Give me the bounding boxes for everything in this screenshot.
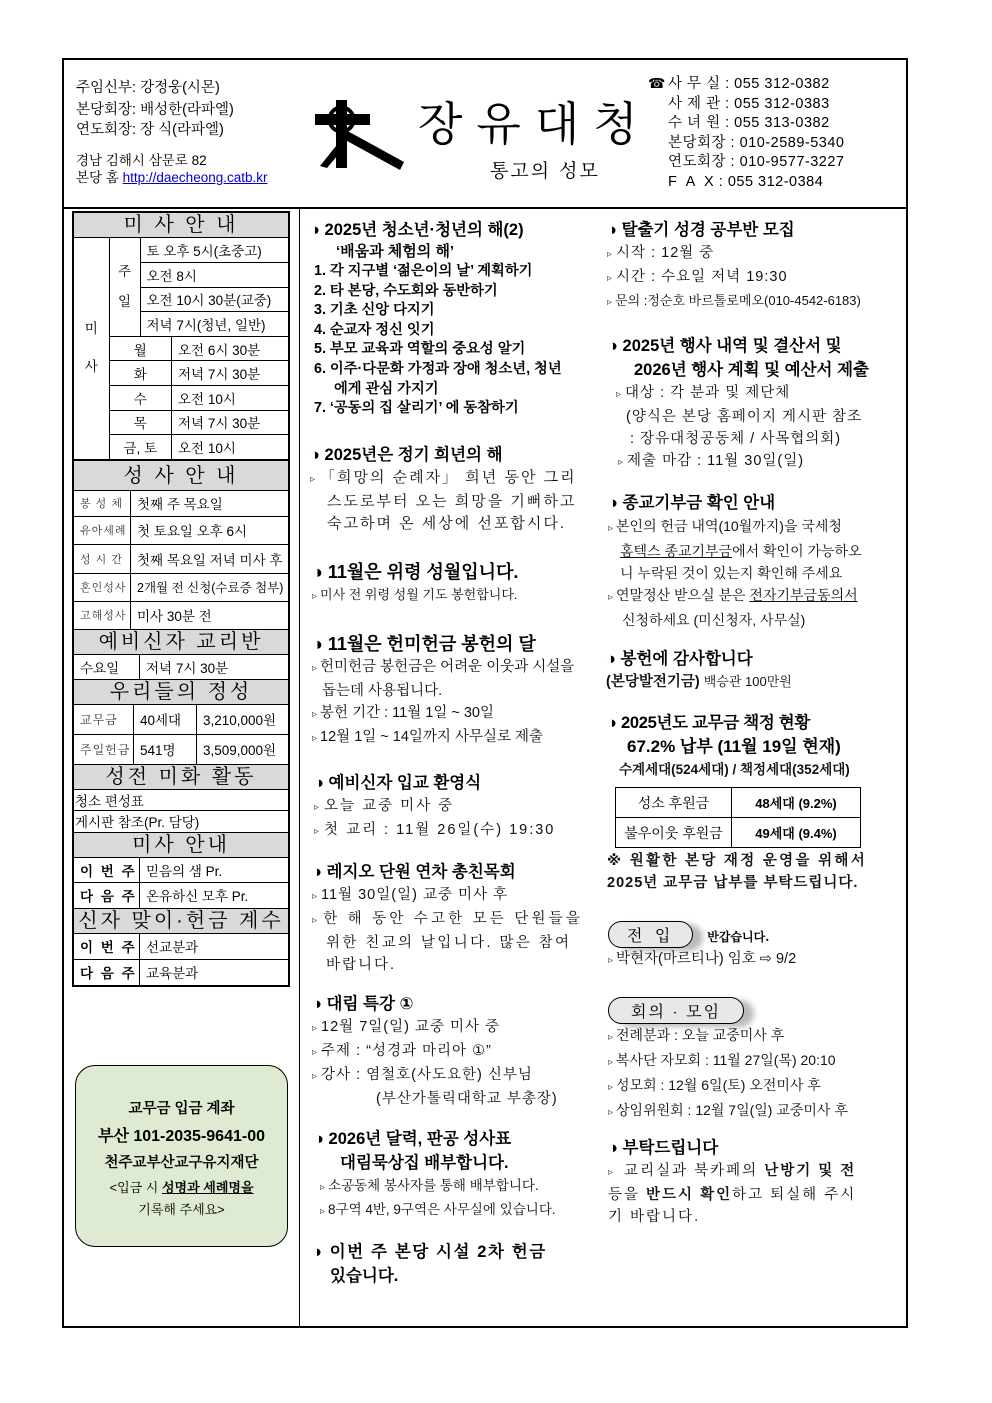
phone-rectory: 사 제 관 : 055 312-0383 (668, 96, 830, 112)
reports-section (608, 334, 869, 474)
mass-schedule-title: 미 사 안 내 (74, 213, 288, 238)
bullet-icon: ▹ (312, 663, 318, 674)
section-heading: ◑ 11월은 헌미헌금 봉헌의 달 (312, 634, 536, 654)
bullet-icon: ▹ (312, 1047, 319, 1058)
youth-year-section (310, 218, 602, 419)
text-line: 제출 마감 : 11월 30일(일) (627, 453, 805, 469)
donor: 백승관 100만원 (703, 674, 792, 689)
text-line: 니 누락된 것이 있는지 확인해 주세요 (620, 565, 843, 581)
bullet-icon: ▹ (607, 297, 613, 308)
weekday-mass-time: 저녁 7시 30분 (171, 361, 288, 386)
phone-label: 사 제 관 (668, 96, 721, 112)
account-note-end: 기록해 주세요> (138, 1202, 225, 1217)
bullet-icon: ▹ (608, 1167, 616, 1178)
bullet-icon: ▹ (312, 891, 319, 902)
table-cell: 성소 후원금 (616, 788, 732, 818)
phone-chairman: 본당회장 : 010-2589-5340 (668, 135, 845, 151)
phone-value: 010-2589-5340 (739, 135, 845, 151)
mass-label: 미 사 (74, 238, 109, 459)
list-item: 5. 부모 교육과 역할의 중요성 알기 (314, 341, 526, 358)
dues-note: 2025년 교무금 납부를 부탁드립니다. (607, 875, 859, 891)
table-cell: 49세대 (9.4%) (732, 818, 861, 848)
text-line: 복사단 자모회 : 11월 27일(목) 20:10 (616, 1052, 836, 1068)
table-row (616, 788, 861, 818)
table-cell: 48세대 (9.2%) (732, 788, 861, 818)
bullet-icon: ▹ (314, 802, 322, 813)
dues-note: ※ 원활한 본당 재정 운영을 위해서 (607, 853, 868, 869)
households: 수계세대(524세대) / 책정세대(352세대) (619, 762, 850, 777)
weekday-label: 월 (109, 336, 171, 361)
text-line: 상임위원회 : 12월 7일(일) 교중미사 후 (616, 1102, 848, 1118)
text-line: 11월 30일(일) 교중 미사 후 (321, 887, 509, 903)
request-section (608, 1136, 898, 1228)
text-line: 전례분과 : 오늘 교중미사 후 (616, 1027, 785, 1043)
section-heading: ◑ 레지오 단원 연차 총친목회 (312, 863, 516, 881)
bullet-icon: ▹ (616, 389, 623, 400)
text-line: 8구역 4반, 9구역은 사무실에 있습니다. (328, 1202, 556, 1217)
text-line: 첫 교리 : 11월 26일(수) 19:30 (324, 822, 556, 838)
list-item: 7. ‘공동의 집 살리기’ 에 동참하기 (314, 400, 519, 417)
bullet-icon: ▹ (608, 955, 614, 966)
parish-subtitle: 통고의 성모 (490, 160, 600, 182)
phone-label: 수 녀 원 (668, 115, 721, 131)
section-heading: ◑ 11월은 위령 성월입니다. (312, 562, 519, 582)
weekday-label: 화 (109, 361, 171, 386)
section-heading: ◑ 부탁드립니다 (608, 1139, 719, 1157)
table-row (616, 818, 861, 848)
greeting-row: 다 음 주 교육분과 (74, 960, 288, 985)
text-line: 문의 :정순호 바르톨로메오(010-4542-6183) (615, 293, 861, 308)
sunday-mass-time: 오전 8시 (140, 263, 288, 288)
dues-rate: 67.2% 납부 (11월 19일 현재) (627, 737, 841, 756)
sacrament-row: 봉 성 체 첫째 주 목요일 (74, 491, 288, 517)
text-line: 등을 (608, 1187, 647, 1203)
bullet-icon: ▹ (608, 523, 614, 534)
text-line: 강사 : 염철호(사도요한) 신부님 (321, 1067, 533, 1083)
jubilee-section (310, 443, 577, 535)
phone-value: 055 312-0383 (734, 96, 830, 112)
bullet-icon: ▹ (312, 733, 318, 744)
sunday-mass-time: 저녁 7시(청년, 일반) (140, 312, 288, 337)
phone-value: 055 312-0384 (727, 174, 824, 190)
fax: F A X : 055 312-0384 (668, 174, 824, 190)
text-line: 봉헌 기간 : 11월 1일 ~ 30일 (320, 705, 494, 721)
mass-guide-row: 다 음 주 온유하신 모후 Pr. (74, 883, 288, 908)
account-note-underlined: 성명과 세례명을 (161, 1180, 254, 1195)
sacrament-title: 성 사 안 내 (74, 460, 288, 491)
text-line: 연말정산 받으실 분은 (616, 587, 750, 603)
fund-label: (본당발전기금) (606, 674, 700, 690)
text-line: 본인의 헌금 내역(10월까지)을 국세청 (616, 518, 842, 534)
greeting-title: 신자 맞이·헌금 계수 (74, 908, 288, 934)
bullet-icon: ▹ (320, 1206, 326, 1217)
text-line: 시간 : 수요일 저녁 19:30 (616, 269, 788, 285)
second-collection-section (312, 1240, 604, 1288)
section-heading-line2: 있습니다. (330, 1267, 399, 1285)
legio-section (312, 860, 604, 976)
phone-icon: ☎ (648, 75, 666, 91)
text-line: 숙고하며 온 세상에 선포합시다. (327, 515, 567, 532)
catechumen-row: 수요일 저녁 7시 30분 (74, 655, 288, 680)
weekday-mass-time: 저녁 7시 30분 (171, 410, 288, 435)
section-heading: ◑ 대림 특강 ① (312, 995, 414, 1013)
list-item: 6. 이주·다문화 가정과 장애 청소년, 청년 (314, 360, 562, 377)
section-heading: ◑ 2025년도 교무금 책정 현황 (607, 714, 811, 732)
phone-convent: 수 녀 원 : 055 313-0382 (668, 115, 830, 131)
section-heading: ◑ 봉헌에 감사합니다 (606, 650, 753, 668)
text-line: 기 바랍니다. (608, 1209, 701, 1225)
bullet-icon: ▹ (608, 1107, 614, 1118)
weekday-mass-time: 오전 10시 (171, 435, 288, 460)
weekday-label: 목 (109, 410, 171, 435)
text-line: 신청하세요 (미신청자, 사무실) (622, 612, 806, 628)
text-bold: 난방기 및 전 (764, 1163, 857, 1179)
sacrament-row: 혼인성사 2개월 전 신청(수료증 첨부) (74, 574, 288, 602)
text-line: (양식은 본당 홈페이지 게시판 참조 (626, 409, 863, 425)
tax-receipt-section (608, 491, 898, 631)
text-line: 12월 7일(일) 교중 미사 중 (321, 1019, 501, 1035)
catechumen-title: 예비신자 교리반 (74, 629, 288, 655)
pastor: 주임신부: 강정웅(시몬) (76, 80, 220, 96)
text-line: 「희망의 순례자」 희년 동안 그리 (320, 469, 577, 486)
offering-row: 주일헌금 541명 3,509,000원 (74, 735, 288, 764)
sacrament-row: 성 시 간 첫째 목요일 저녁 미사 후 (74, 545, 288, 574)
advent-lecture-section (312, 992, 558, 1110)
bullet-icon: ▹ (312, 1023, 319, 1034)
bullet-icon: ▹ (608, 1082, 614, 1093)
section-heading: ◑ 예비신자 입교 환영식 (314, 774, 482, 792)
text-line: 시작 : 12월 중 (616, 245, 715, 261)
offering-month-section (312, 632, 574, 750)
text-line: 돕는데 사용됩니다. (322, 683, 443, 699)
donation-table (615, 787, 861, 848)
list-item: 1. 각 지구별 ‘젊은이의 날’ 계획하기 (314, 263, 533, 279)
sunday-mass-time: 오전 10시 30분(교중) (140, 287, 288, 312)
text-line: 오늘 교중 미사 중 (324, 798, 455, 814)
account-holder: 천주교부산교구유지재단 (104, 1155, 259, 1171)
mass-guide-row: 이 번 주 믿음의 샘 Pr. (74, 858, 288, 883)
calendar-section (314, 1127, 556, 1223)
dues-status-section (607, 711, 899, 894)
cleaning-title: 성전 미화 활동 (74, 764, 288, 790)
mass-guide-title: 미사 안내 (74, 832, 288, 858)
account-info-box (75, 1065, 288, 1247)
text-line: 미사 전 위령 성월 기도 봉헌합니다. (320, 587, 518, 602)
section-heading: ◑ 이번 주 본당 시설 2차 헌금 (312, 1243, 547, 1261)
text-line: 성모회 : 12월 6일(토) 오전미사 후 (616, 1077, 821, 1093)
phone-label: 사 무 실 (668, 76, 721, 92)
weekday-label: 수 (109, 386, 171, 411)
text-line: 교리실과 북카페의 (618, 1163, 765, 1179)
list-item: 2. 타 본당, 수도회와 동반하기 (314, 282, 498, 299)
transfer-section (608, 921, 796, 972)
souls-month-section (312, 560, 518, 608)
bullet-icon: ▹ (618, 457, 625, 468)
cross-logo-icon (312, 98, 412, 170)
text-line: 바랍니다. (326, 957, 397, 973)
federation-chairman: 연도회장: 장 식(라파엘) (76, 122, 224, 138)
meetings-section (608, 997, 848, 1124)
section-subtitle: ‘배움과 체험의 해’ (336, 243, 455, 260)
column-divider (299, 209, 300, 1327)
offering-row: 교무금 40세대 3,210,000원 (74, 705, 288, 735)
text-line: : 장유대청공동체 / 사목협의회) (630, 431, 842, 447)
bulletin-title: 장유대청 (418, 97, 652, 151)
phone-label: 연도회장 (668, 154, 727, 170)
phone-federation: 연도회장 : 010-9577-3227 (668, 154, 845, 170)
sacrament-row: 유아세례 첫 토요일 오후 6시 (74, 517, 288, 545)
bullet-icon: ▹ (312, 709, 318, 720)
bullet-icon: ▹ (608, 1032, 614, 1043)
meetings-pill: 회의 · 모임 (608, 997, 744, 1024)
bullet-icon: ▹ (608, 1057, 614, 1068)
bullet-icon: ▹ (312, 915, 321, 926)
bullet-icon: ▹ (607, 273, 614, 284)
homepage (76, 170, 268, 186)
text-line: 주제 : “성경과 마리아 ①” (321, 1043, 492, 1059)
cleaning-row: 게시판 참조(Pr. 담당) (75, 815, 200, 831)
text-line: 위한 친교의 날입니다. 많은 참여 (326, 935, 572, 951)
welcome-text: 반갑습니다. (707, 930, 770, 944)
list-item: 4. 순교자 정신 잇기 (314, 321, 435, 338)
list-item: 3. 기초 신앙 다지기 (314, 302, 435, 319)
thanks-section (606, 647, 792, 693)
account-title: 교무금 입금 계좌 (128, 1101, 235, 1117)
bullet-icon: ▹ (314, 826, 322, 837)
phone-value: 010-9577-3227 (739, 154, 845, 170)
text-line: 에서 확인이 가능하오 (732, 543, 862, 559)
text-line: 소공동체 봉사자를 통해 배부합니다. (328, 1178, 539, 1193)
section-heading: ◑ 탈출기 성경 공부반 모집 (607, 221, 795, 239)
section-heading-line2: 2026년 행사 계획 및 예산서 제출 (634, 361, 869, 379)
text-bold: 반드시 확인 (646, 1187, 733, 1203)
table-cell: 불우이웃 후원금 (616, 818, 732, 848)
header-divider (62, 207, 908, 209)
hometax-link: 홈텍스 종교기부금 (620, 543, 733, 559)
text-line: 헌미헌금 봉헌금은 어려운 이웃과 시설을 (320, 659, 575, 675)
weekday-mass-time: 오전 10시 (171, 386, 288, 411)
text-line: 12월 1일 ~ 14일까지 사무실로 제출 (320, 729, 544, 745)
offering-title: 우리들의 정성 (74, 680, 288, 705)
phone-value: 055 312-0382 (734, 76, 830, 92)
exodus-study-section (607, 218, 861, 314)
account-note: <입금 시 (109, 1180, 162, 1195)
section-heading: ◑ 2025년 청소년·청년의 해(2) (310, 221, 524, 239)
parish-chairman: 본당회장: 배성한(라파엘) (76, 102, 234, 118)
mass-schedule-table (74, 238, 288, 460)
greeting-row: 이 번 주 선교분과 (74, 934, 288, 960)
homepage-link[interactable]: http://daecheong.catb.kr (122, 170, 268, 185)
bullet-icon: ▹ (312, 1071, 319, 1082)
text-line: 하고 퇴실해 주시 (732, 1187, 857, 1203)
catechumen-welcome-section (314, 771, 555, 843)
phone-value: 055 313-0382 (734, 115, 830, 131)
sunday-mass-time: 토 오후 5시(초중고) (140, 238, 288, 263)
bullet-icon: ▹ (608, 592, 614, 603)
weekday-mass-time: 오전 6시 30분 (171, 336, 288, 361)
phone-label: 본당회장 (668, 135, 727, 151)
section-heading-line2: 대림묵상집 배부합니다. (340, 1154, 509, 1172)
transfer-pill: 전 입 (608, 921, 693, 948)
bullet-icon: ▹ (312, 591, 318, 602)
text-line: 박현자(마르티나) 임호 ⇨ 9/2 (616, 951, 797, 967)
text-line: 스도로부터 오는 희망을 기뻐하고 (327, 493, 577, 510)
section-heading: ◑ 2026년 달력, 판공 성사표 (314, 1130, 512, 1148)
phone-label: F A X (668, 174, 715, 190)
section-heading: ◑ 2025년은 정기 희년의 해 (310, 446, 503, 464)
weekday-label: 금, 토 (109, 435, 171, 460)
account-number: 부산 101-2035-9641-00 (97, 1128, 266, 1145)
text-line: 대상 : 각 분과 및 제단체 (625, 385, 791, 401)
phone-office: 사 무 실 : 055 312-0382 (668, 76, 830, 92)
text-line: 한 해 동안 수고한 모든 단원들을 (323, 911, 584, 927)
sacrament-row: 고해성사 미사 30분 전 (74, 602, 288, 629)
section-heading: ◑ 2025년 행사 내역 및 결산서 및 (608, 337, 842, 355)
sunday-label: 주 일 (109, 238, 140, 336)
section-heading: ◑ 종교기부금 확인 안내 (608, 494, 776, 512)
homepage-label: 본당 홈 (76, 170, 119, 185)
cleaning-row: 청소 편성표 (74, 790, 288, 811)
bullet-icon: ▹ (310, 474, 318, 485)
bullet-icon: ▹ (320, 1182, 326, 1193)
bullet-icon: ▹ (607, 249, 614, 260)
text-line: (부산가톨릭대학교 부총장) (376, 1091, 558, 1107)
list-item: 에게 관심 가지기 (334, 380, 439, 397)
address: 경남 김해시 삼문로 82 (76, 153, 207, 168)
consent-form-link: 전자기부금동의서 (749, 587, 858, 603)
left-info-panel (72, 211, 290, 987)
